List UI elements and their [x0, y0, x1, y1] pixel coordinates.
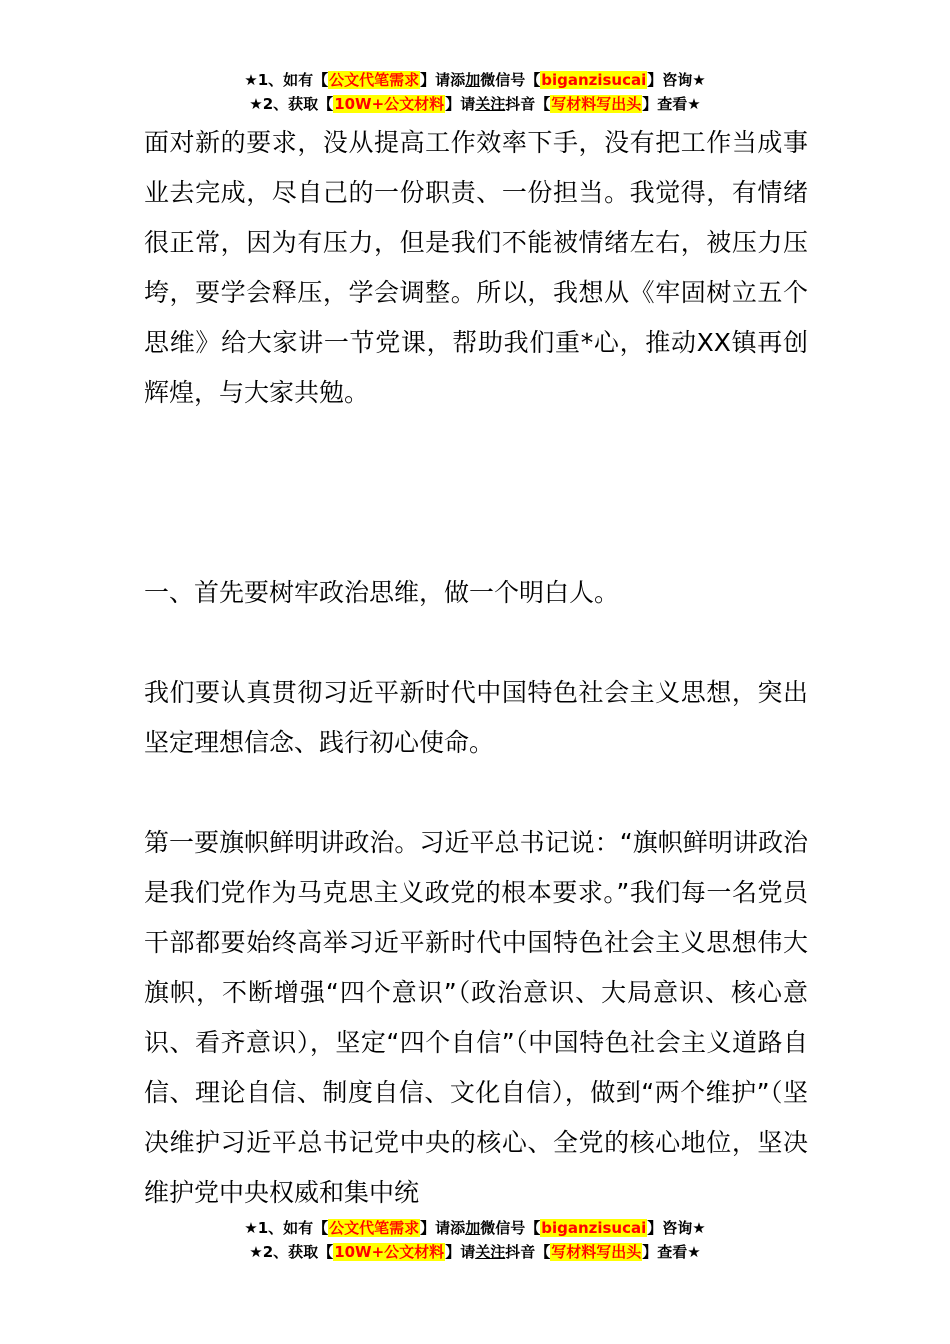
banner-highlight: 公文代笔需求	[329, 71, 420, 89]
body-paragraph: 第一要旗帜鲜明讲政治。习近平总书记说：“旗帜鲜明讲政治是我们党作为马克思主义政党的根本要求。”我们每一名党员干部都要始终高举习近平新时代中国特色社会主义思想伟大旗帜，不断增强“四个意识”（政治意识、大局意识、核心意识、看齐意识），坚定“四个自信”（中国特色社会主义道路自信、理论自信、制度自信、文化自信），做到“两个维护”（坚决维护习近平总书记党中央的核心、全党的核心地位，坚决维护党中央权威和集中统	[144, 828, 808, 1207]
banner-highlight: 10W+公文材料	[334, 95, 445, 113]
banner-highlight: biganzisucai	[541, 71, 647, 89]
body-paragraph: 我们要认真贯彻习近平新时代中国特色社会主义思想，突出坚定理想信念、践行初心使命。	[144, 678, 808, 757]
banner-highlight: biganzisucai	[541, 1219, 647, 1237]
banner-highlight: 公文代笔需求	[329, 1219, 420, 1237]
footer-banner	[0, 1216, 950, 1264]
paragraph-spacer	[144, 768, 808, 818]
section-heading: 一、首先要树牢政治思维，做一个明白人。	[144, 578, 620, 607]
banner-highlight: 写材料写出头	[551, 1243, 642, 1261]
banner-line-2: ★2、获取【10W+公文材料】请关注抖音【写材料写出头】查看★	[249, 1243, 701, 1261]
body-paragraph: 面对新的要求，没从提高工作效率下手，没有把工作当成事业去完成，尽自己的一份职责、一份担当。我觉得，有情绪很正常，因为有压力，但是我们不能被情绪左右，被压力压垮，要学会释压，学会调整。所以，我想从《牢固树立五个思维》给大家讲一节党课，帮助我们重*心，推动XX镇再创辉煌，与大家共勉。	[144, 128, 808, 407]
banner-line-1: ★1、如有【公文代笔需求】请添加微信号【biganzisucai】咨询★	[244, 71, 706, 89]
header-banner	[0, 68, 950, 116]
banner-highlight: 10W+公文材料	[334, 1243, 445, 1261]
paragraph-spacer	[144, 418, 808, 568]
banner-line-2: ★2、获取【10W+公文材料】请关注抖音【写材料写出头】查看★	[249, 95, 701, 113]
banner-line-1: ★1、如有【公文代笔需求】请添加微信号【biganzisucai】咨询★	[244, 1219, 706, 1237]
banner-highlight: 写材料写出头	[551, 95, 642, 113]
document-body	[144, 118, 808, 1218]
paragraph-spacer	[144, 618, 808, 668]
